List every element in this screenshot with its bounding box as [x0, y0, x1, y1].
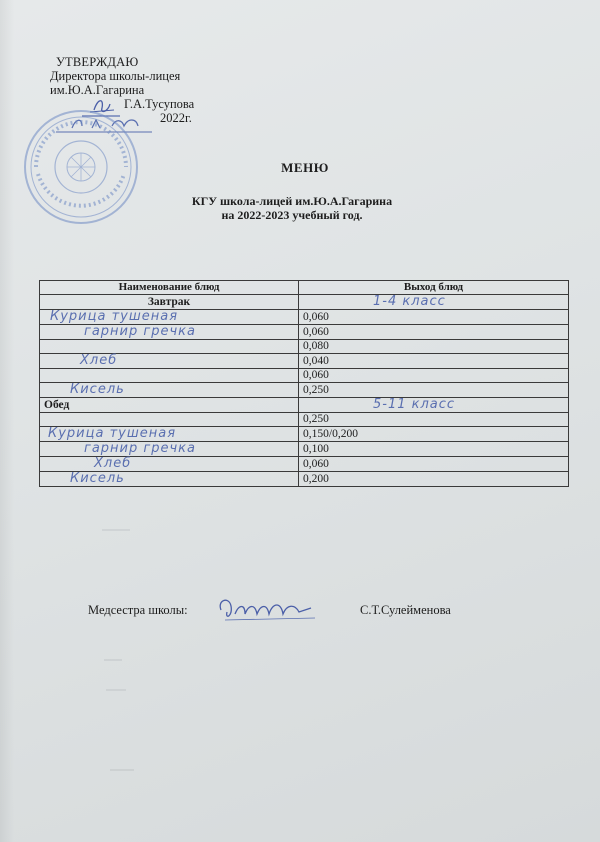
dish-cell: [40, 442, 299, 457]
table-row: [40, 369, 569, 383]
portion-cell: 0,060: [299, 457, 569, 472]
paper-shadow: [0, 0, 14, 842]
nurse-label: Медсестра школы:: [88, 603, 188, 617]
approval-date: 2022г.: [160, 111, 192, 125]
dish-cell: [40, 325, 299, 340]
dish-cell: [40, 369, 299, 383]
table-row: [40, 310, 569, 325]
dish-cell: [40, 472, 299, 487]
dish-cell: [40, 310, 299, 325]
portion-cell: 0,250: [299, 383, 569, 398]
table-row: [40, 413, 569, 427]
menu-table: [39, 280, 569, 487]
dish-name: Кисель: [70, 471, 125, 486]
section-row-lunch: [40, 398, 569, 413]
dish-name: Хлеб: [80, 353, 118, 368]
dish-cell: [40, 427, 299, 442]
table-row: [40, 325, 569, 340]
portion-cell: 0,060: [299, 310, 569, 325]
dish-cell: [40, 413, 299, 427]
page-title: МЕНЮ: [281, 160, 329, 175]
section-row-breakfast: [40, 295, 569, 310]
portion-cell: 0,100: [299, 442, 569, 457]
table-row: [40, 427, 569, 442]
dish-name: Курица тушеная: [50, 309, 179, 324]
portion-cell: 0,250: [299, 413, 569, 427]
header-dish-name: Наименование блюд: [40, 281, 299, 295]
nurse-name: С.Т.Сулейменова: [360, 603, 451, 617]
table-row: [40, 354, 569, 369]
table-row: [40, 383, 569, 398]
dish-name: гарнир гречка: [84, 324, 196, 339]
approval-position: Директора школы-лицея: [50, 69, 181, 83]
section-label: Завтрак: [40, 295, 299, 310]
approval-director-name: Г.А.Тусупова: [124, 97, 195, 111]
section-hand-note: [299, 295, 569, 310]
dish-name: Хлеб: [94, 456, 132, 471]
table-row: [40, 457, 569, 472]
table-row: [40, 472, 569, 487]
dish-cell: [40, 340, 299, 354]
bleed-through-marks: [100, 520, 180, 780]
school-year: на 2022-2023 учебный год.: [221, 208, 363, 222]
portion-cell: 0,150/0,200: [299, 427, 569, 442]
portion-cell: 0,040: [299, 354, 569, 369]
dish-cell: [40, 457, 299, 472]
approval-heading: УТВЕРЖДАЮ: [56, 55, 139, 69]
section-label: Обед: [40, 398, 299, 413]
handwritten-class-note: 1-4 класс: [373, 294, 446, 309]
dish-cell: [40, 383, 299, 398]
section-hand-note: [299, 398, 569, 413]
dish-name: Кисель: [70, 382, 125, 397]
portion-cell: 0,080: [299, 340, 569, 354]
school-name: КГУ школа-лицей им.Ю.А.Гагарина: [191, 194, 393, 208]
portion-cell: 0,200: [299, 472, 569, 487]
dish-cell: [40, 354, 299, 369]
portion-cell: 0,060: [299, 325, 569, 340]
dish-name: гарнир гречка: [84, 441, 196, 456]
table-row: [40, 442, 569, 457]
table-row: [40, 340, 569, 354]
approval-school: им.Ю.А.Гагарина: [50, 83, 145, 97]
dish-name: Курица тушеная: [48, 426, 177, 441]
nurse-signature: [215, 592, 325, 626]
table-header-row: [40, 281, 569, 295]
header-portion: Выход блюд: [299, 281, 569, 295]
handwritten-class-note: 5-11 класс: [373, 397, 456, 412]
portion-cell: 0,060: [299, 369, 569, 383]
